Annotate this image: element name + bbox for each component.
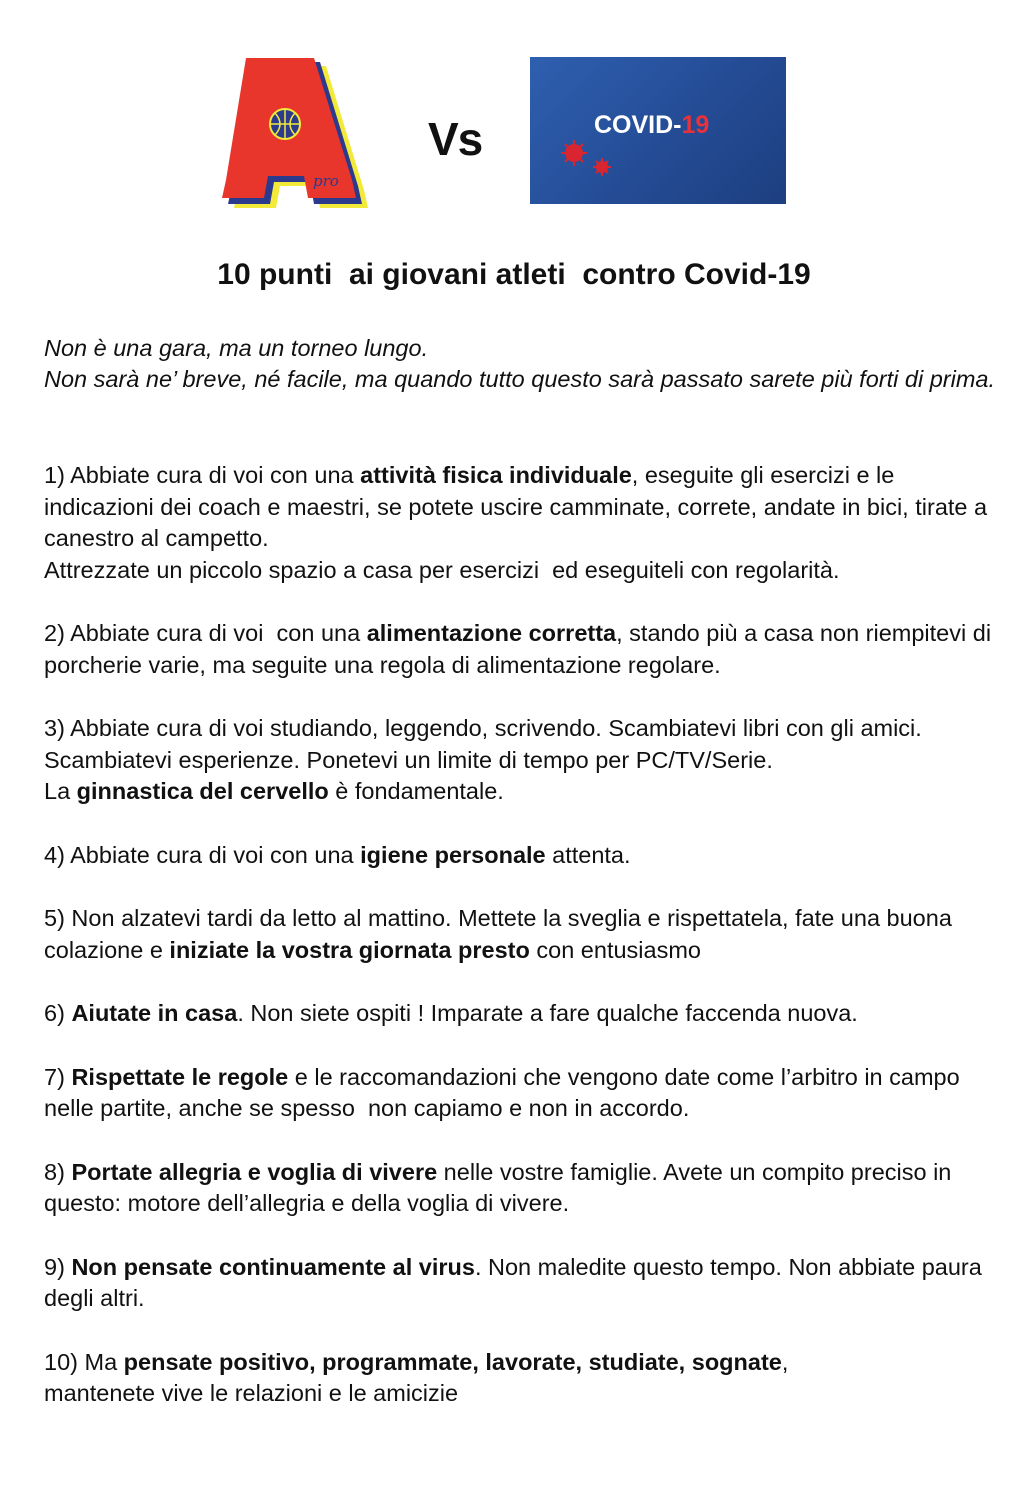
intro-line-2: Non sarà ne’ breve, né facile, ma quando tutto questo sarà passato sarete più forti di prima. <box>44 366 995 392</box>
point-item: 5) Non alzatevi tardi da letto al mattino. Mettete la sveglia e rispettatela, fate una buona colazione e iniziate la vostra giornata presto con entusiasmo <box>44 905 959 963</box>
intro-line-1: Non è una gara, ma un torneo lungo. <box>44 335 429 361</box>
intro-text <box>44 333 1004 395</box>
point-item: 3) Abbiate cura di voi studiando, leggendo, scrivendo. Scambiatevi libri con gli amici. Scambiatevi esperienze. Ponetevi un limite di tempo per PC/TV/Serie. La ginnastica del cervello è fondamentale. <box>44 715 922 804</box>
point-item: 8) Portate allegria e voglia di vivere nelle vostre famiglie. Avete un compito preciso in questo: motore dell’allegria e della voglia di vivere. <box>44 1158 958 1216</box>
points-list <box>44 460 1004 1442</box>
versus-label: Vs <box>428 113 483 165</box>
point-item: 2) Abbiate cura di voi con una alimentazione corretta, stando più a casa non riempitevi di porcherie varie, ma seguite una regola di alimentazione regolare. <box>44 620 998 678</box>
point-item: 6) Aiutate in casa. Non siete ospiti ! Imparate a fare qualche faccenda nuova. <box>44 1000 858 1026</box>
point-item: 7) Rispettate le regole e le raccomandazioni che vengono date come l’arbitro in campo nelle partite, anche se spesso non capiamo e non in accordo. <box>44 1063 967 1121</box>
covid-label: COVID-19 <box>594 111 710 139</box>
point-item: 10) Ma pensate positivo, programmate, lavorate, studiate, sognate, mantenete vive le relazioni e le amicizie <box>44 1348 789 1406</box>
point-item: 1) Abbiate cura di voi con una attività fisica individuale, eseguite gli esercizi e le indicazioni dei coach e maestri, se potete uscire camminate, correte, andate in bici, tirate a canestro al campetto. Attrezzate un piccolo spazio a casa per esercizi ed eseguiteli con regolarità. <box>44 462 988 583</box>
logo-pro-text: pro <box>313 172 339 190</box>
point-item: 4) Abbiate cura di voi con una igiene personale attenta. <box>44 841 631 868</box>
covid-badge <box>530 57 786 204</box>
club-logo <box>218 58 370 210</box>
page-title: 10 punti ai giovani atleti contro Covid-19 <box>217 258 811 291</box>
point-item: 9) Non pensate continuamente al virus. Non maledite questo tempo. Non abbiate paura degli altri. <box>44 1253 989 1311</box>
